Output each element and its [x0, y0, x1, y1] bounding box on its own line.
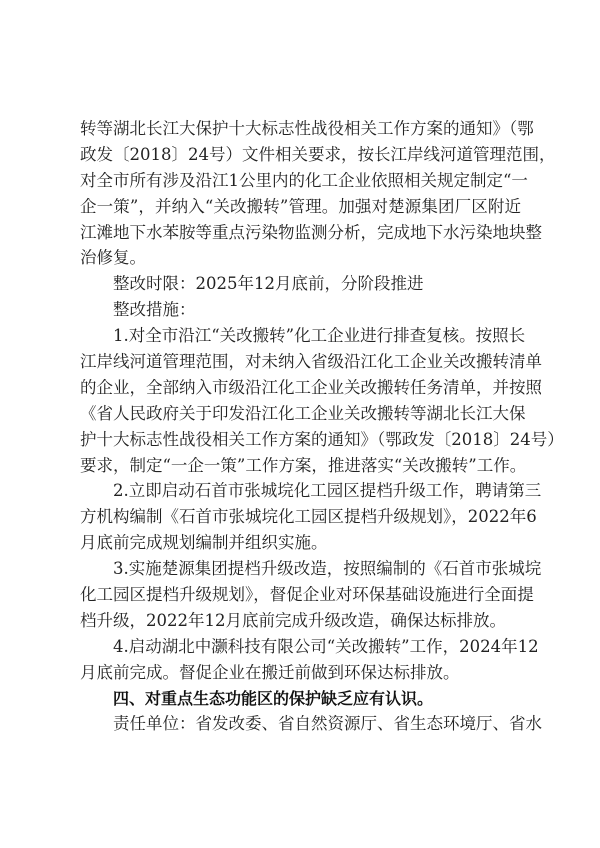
text-line: 要求，制定“一企一策”工作方案，推进落实“关改搬转”工作。	[80, 455, 527, 475]
text-line: 月底前完成。督促企业在搬迁前做到环保达标排放。	[80, 662, 460, 682]
text-line: 护十大标志性战役相关工作方案的通知》（鄂政发〔2018〕24号）	[80, 429, 564, 449]
text-line: 责任单位：省发改委、省自然资源厅、省生态环境厅、省水	[113, 714, 542, 734]
text-line: 整改时限：2025年12月底前，分阶段推进	[113, 274, 424, 294]
document-body	[80, 116, 564, 737]
text-line: 1.对全市沿江“关改搬转”化工企业进行排查复核。按照长	[113, 326, 526, 346]
text-line: 化工园区提档升级规划》，督促企业对环保基础设施进行全面提	[80, 585, 534, 605]
section-heading: 四、对重点生态功能区的保护缺乏应有认识。	[113, 688, 434, 708]
text-line: 政发〔2018〕24号）文件相关要求，按长江岸线河道管理范围，	[80, 144, 556, 164]
text-line: 对全市所有涉及沿江1公里内的化工企业依照相关规定制定“一	[80, 170, 528, 190]
text-line: 转等湖北长江大保护十大标志性战役相关工作方案的通知》（鄂	[80, 119, 534, 138]
text-line: 治修复。	[80, 248, 146, 268]
text-line: 整改措施：	[113, 300, 196, 320]
text-line: 《省人民政府关于印发沿江化工企业关改搬转等湖北长江大保	[80, 403, 526, 423]
text-line: 企一策”，并纳入“关改搬转”管理。加强对楚源集团厂区附近	[80, 196, 521, 216]
text-line: 江滩地下水苯胺等重点污染物监测分析，完成地下水污染地块整	[80, 222, 542, 242]
text-line: 月底前完成规划编制并组织实施。	[80, 533, 328, 553]
text-line: 的企业，全部纳入市级沿江化工企业关改搬转任务清单，并按照	[80, 377, 542, 397]
text-line: 4.启动湖北中灏科技有限公司“关改搬转”工作，2024年12	[113, 636, 539, 656]
text-line: 方机构编制《石首市张城垸化工园区提档升级规划》，2022年6	[80, 507, 537, 527]
text-line: 2.立即启动石首市张城垸化工园区提档升级工作，聘请第三	[113, 481, 542, 501]
text-line: 3.实施楚源集团提档升级改造，按照编制的《石首市张城垸	[113, 559, 542, 579]
text-line: 档升级，2022年12月底前完成升级改造，确保达标排放。	[80, 610, 506, 630]
text-line: 江岸线河道管理范围，对未纳入省级沿江化工企业关改搬转清单	[80, 352, 542, 372]
